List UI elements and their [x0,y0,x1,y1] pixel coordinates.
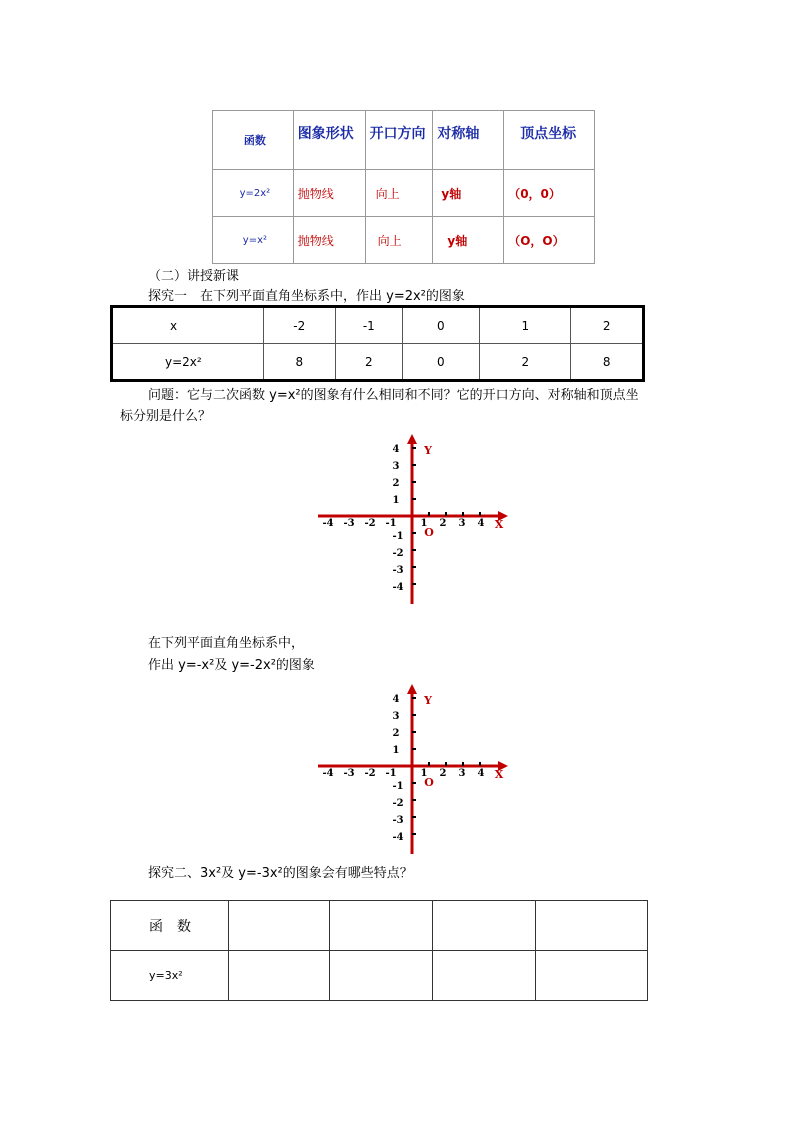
table-header: 函数 [213,111,294,170]
x-tick-label: 2 [439,768,447,779]
y-tick-label: 2 [392,728,400,739]
table-cell: 2 [336,344,403,381]
y-tick-label: -4 [392,582,404,593]
y-tick-label: -3 [392,565,404,576]
coordinate-axes-2 [314,682,514,858]
table-header: 图象形状 [293,111,365,170]
question-text-line2: 标分别是什么？ [120,409,212,424]
table-cell: 2 [571,307,644,344]
y-tick-label: 4 [392,444,400,455]
table-header: 开口方向 [365,111,433,170]
table-cell: 0 [402,344,479,381]
table-cell [330,901,432,951]
x-tick-label: 4 [477,768,485,779]
table-cell [229,951,330,1001]
explore-two-text: 探究二、3x²及 y=-3x²的图象会有哪些特点？ [148,866,413,881]
table-cell: （O，O） [504,217,595,264]
x-tick-label: 3 [458,768,466,779]
instruction-line1: 在下列平面直角坐标系中， [148,636,305,651]
table-cell: x [112,307,264,344]
value-table [110,305,645,382]
table-row [213,111,595,170]
table-cell: 抛物线 [293,217,365,264]
table-cell: y=2x² [112,344,264,381]
x-tick-label: 3 [458,518,466,529]
table-cell: y=x² [213,217,294,264]
table-cell [535,951,647,1001]
table-cell: y轴 [433,170,504,217]
x-tick-label: -2 [364,768,376,779]
table-cell: 函 数 [111,901,229,951]
table-row [112,307,644,344]
y-tick-label: 1 [392,495,400,506]
y-axis-label: Y [424,694,432,707]
x-tick-label: -4 [322,518,334,529]
table-cell: 8 [571,344,644,381]
table-row [213,170,595,217]
y-tick-label: -2 [392,548,404,559]
y-tick-label: -3 [392,815,404,826]
explore-one-text: 探究一 在下列平面直角坐标系中，作出 y=2x²的图象 [148,289,465,304]
table-cell: y=2x² [213,170,294,217]
origin-label: O [424,776,434,789]
table-cell [535,901,647,951]
table-cell: y=3x² [111,951,229,1001]
x-axis-label: X [494,518,504,531]
table-cell: y轴 [433,217,504,264]
table-cell: （0，0） [504,170,595,217]
y-tick-label: 3 [392,461,400,472]
x-tick-label: -3 [343,518,355,529]
table-cell: 0 [402,307,479,344]
y-axis-label: Y [424,444,432,457]
origin-label: O [424,526,434,539]
table-cell: -2 [263,307,336,344]
table-cell: 向上 [365,217,433,264]
table-row [111,951,648,1001]
y-axis-arrow [407,434,417,444]
x-tick-label: 4 [477,518,485,529]
y-tick-label: 2 [392,478,400,489]
table-cell: -1 [336,307,403,344]
y-tick-label: 4 [392,694,400,705]
table-header: 顶点坐标 [504,111,595,170]
table-cell: 抛物线 [293,170,365,217]
x-tick-label: -1 [385,518,397,529]
question-text-line1: 问题：它与二次函数 y=x²的图象有什么相同和不同？它的开口方向、对称轴和顶点坐 [148,388,639,403]
x-tick-label: 2 [439,518,447,529]
y-tick-label: -4 [392,832,404,843]
y-tick-label: -1 [392,781,404,792]
x-tick-label: -3 [343,768,355,779]
x-tick-label: 1 [420,518,428,529]
table-header: 对称轴 [433,111,504,170]
x-tick-label: 1 [420,768,428,779]
instruction-line2: 作出 y=-x²及 y=-2x²的图象 [148,658,315,673]
properties-table [212,110,595,264]
table-cell: 1 [480,307,571,344]
table-cell [330,951,432,1001]
table-cell [229,901,330,951]
y-tick-label: 1 [392,745,400,756]
x-axis-label: X [494,768,504,781]
y-tick-label: -2 [392,798,404,809]
x-tick-label: -2 [364,518,376,529]
table-row [213,217,595,264]
table-row [112,344,644,381]
section-title: （二）讲授新课 [148,269,240,284]
x-tick-label: -1 [385,768,397,779]
table-cell: 2 [480,344,571,381]
y-axis-arrow [407,684,417,694]
table-cell [432,951,535,1001]
table-cell [432,901,535,951]
coordinate-axes-1 [314,432,514,608]
function-table [110,900,648,1001]
y-tick-label: -1 [392,531,404,542]
x-tick-label: -4 [322,768,334,779]
table-cell: 向上 [365,170,433,217]
table-cell: 8 [263,344,336,381]
table-row [111,901,648,951]
y-tick-label: 3 [392,711,400,722]
